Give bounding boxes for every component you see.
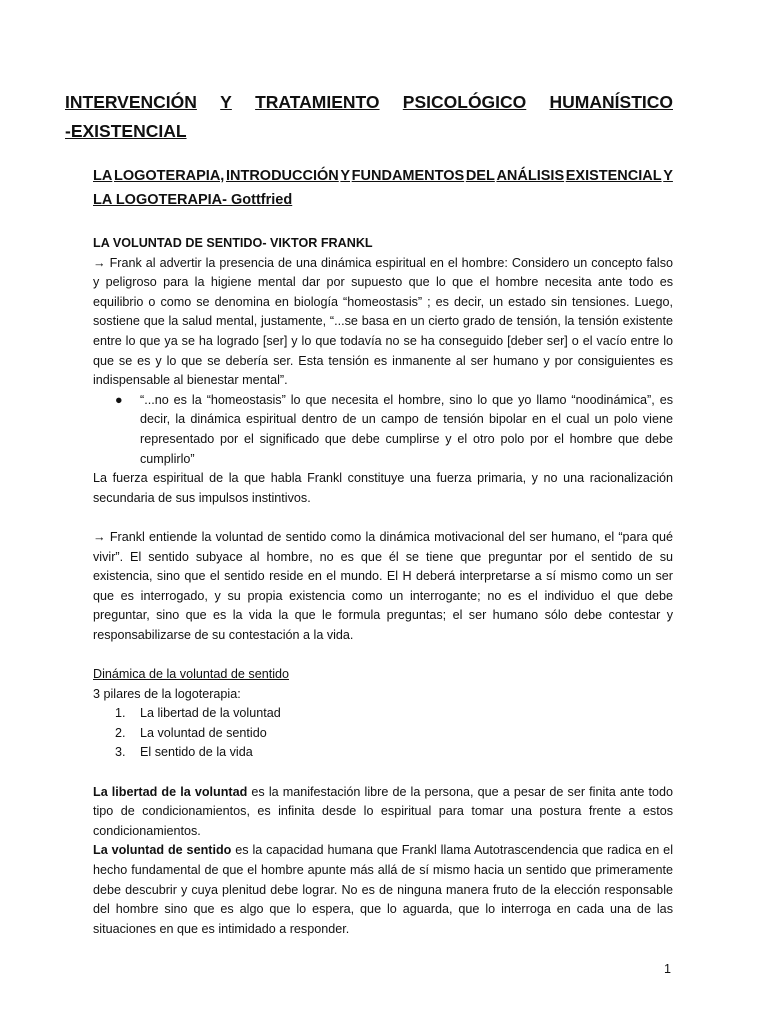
- title-word: PSICOLÓGICO: [402, 92, 527, 112]
- title-word: TRATAMIENTO: [255, 92, 380, 112]
- document-body: [93, 234, 673, 939]
- subtitle-word: Y: [340, 168, 351, 184]
- subtitle-word: EXISTENCIAL: [565, 168, 662, 184]
- subtitle-word: ANÁLISIS: [496, 168, 565, 184]
- document-title: [65, 88, 673, 146]
- pillars-intro: 3 pilares de la logoterapia:: [93, 686, 241, 701]
- paragraph-spacer: [93, 763, 673, 783]
- bullet-icon: ●: [115, 392, 123, 407]
- pillars-list: [93, 704, 673, 763]
- title-word: Y: [220, 92, 232, 112]
- list-number: 2.: [115, 725, 126, 740]
- paragraph-spacer: [93, 645, 673, 665]
- term-definition: es la manifestación libre de la persona, que a pesar de ser finita ante todo tipo de condicionamientos, es infinita desde lo espiritual para tomar una postura frente a estos condicionamientos.: [93, 784, 673, 838]
- paragraph-libertad-voluntad: [93, 783, 673, 842]
- paragraph-dinamica-espiritual: → Frank al advertir la presencia de una dinámica espiritual en el hombre: Considero un concepto falso y peligroso para la higiene mental dar por supuesto que lo que el hombre necesita ante todo es equilibrio o como se denomina en biología “homeostasis” ; es decir, un estado sin tensiones. Luego, sostiene que la salud mental, justamente, “...se basa en un cierto grado de tensión, la tensión existente entre lo que ya se ha logrado [ser] y lo que todavía no se ha conseguido [deber ser] o el vacío entre lo que se es y lo que se debería ser. Esta tensión es inmanente al ser humano y por consiguientes es indispensable al bienestar mental”.: [93, 255, 673, 388]
- section-heading-dinamica: Dinámica de la voluntad de sentido: [93, 667, 290, 682]
- list-item: [93, 743, 673, 763]
- title-line-1: [65, 88, 673, 117]
- term-definition: es la capacidad humana que Frankl llama Autotrascendencia que radica en el hecho fundamental de que el hombre apunte más allá de sí mismo hacia un sentido que primeramente debe descubrir y cuya plenitud debe lograr. No es de ninguna manera fruto de la elección responsable del hombre sino que es algo que lo espera, que lo aguarda, que lo interroga en cada una de las situaciones en que es intimidado a responder.: [93, 843, 673, 936]
- list-item-text: La libertad de la voluntad: [140, 706, 281, 721]
- term-bold: La libertad de la voluntad: [93, 784, 248, 799]
- list-item-text: La voluntad de sentido: [140, 725, 267, 740]
- subtitle-word: LA: [93, 168, 113, 184]
- subtitle-word: Y: [663, 168, 673, 184]
- bullet-text: “...no es la “homeostasis” lo que necesita el hombre, sino lo que yo llamo “noodinámica”, es decir, la dinámica espiritual dentro de un campo de tensión bipolar en el cual un polo viene representado por el significado que debe cumplirse y el otro polo por el hombre que debe cumplirlo”: [140, 392, 673, 466]
- paragraph-spacer: [93, 508, 673, 528]
- list-item: [93, 704, 673, 724]
- subtitle-word: LOGOTERAPIA,: [113, 168, 225, 184]
- section-heading-voluntad: LA VOLUNTAD DE SENTIDO- VIKTOR FRANKL: [93, 236, 373, 250]
- subtitle-line-2: LA LOGOTERAPIA- Gottfried: [93, 192, 293, 208]
- title-word: INTERVENCIÓN: [65, 92, 197, 112]
- list-item-text: El sentido de la vida: [140, 745, 253, 760]
- list-number: 1.: [115, 706, 126, 721]
- page-number: 1: [664, 962, 672, 976]
- subtitle-word: DEL: [465, 168, 495, 184]
- list-number: 3.: [115, 745, 126, 760]
- paragraph-fuerza-espiritual: La fuerza espiritual de la que habla Frankl constituye una fuerza primaria, y no una racionalización secundaria de sus impulsos instintivos.: [93, 471, 673, 505]
- title-line-2: -EXISTENCIAL: [65, 121, 187, 141]
- term-bold: La voluntad de sentido: [93, 843, 232, 858]
- list-item: [93, 724, 673, 744]
- bullet-item-noodinamica: [93, 391, 673, 469]
- subtitle-line-1: [93, 164, 673, 188]
- paragraph-voluntad-sentido: [93, 841, 673, 939]
- paragraph-voluntad-motivacional: → Frankl entiende la voluntad de sentido como la dinámica motivacional del ser humano, el “para qué vivir”. El sentido subyace al hombre, no es que él se tiene que preguntar por el sentido de su existencia, sino que el sentido reside en el mundo. El H deberá interpretarse a sí mismo como un ser que es interrogado, y su propia existencia como un interrogante; no es el individuo el que debe preguntar, sino que es la vida la que le formula preguntas; el ser humano sólo debe contestar y responsabilizarse de su contestación a la vida.: [93, 529, 673, 642]
- subtitle-word: INTRODUCCIÓN: [225, 168, 339, 184]
- title-word: HUMANÍSTICO: [549, 92, 673, 112]
- subtitle-word: FUNDAMENTOS: [351, 168, 465, 184]
- document-subtitle: [93, 164, 673, 212]
